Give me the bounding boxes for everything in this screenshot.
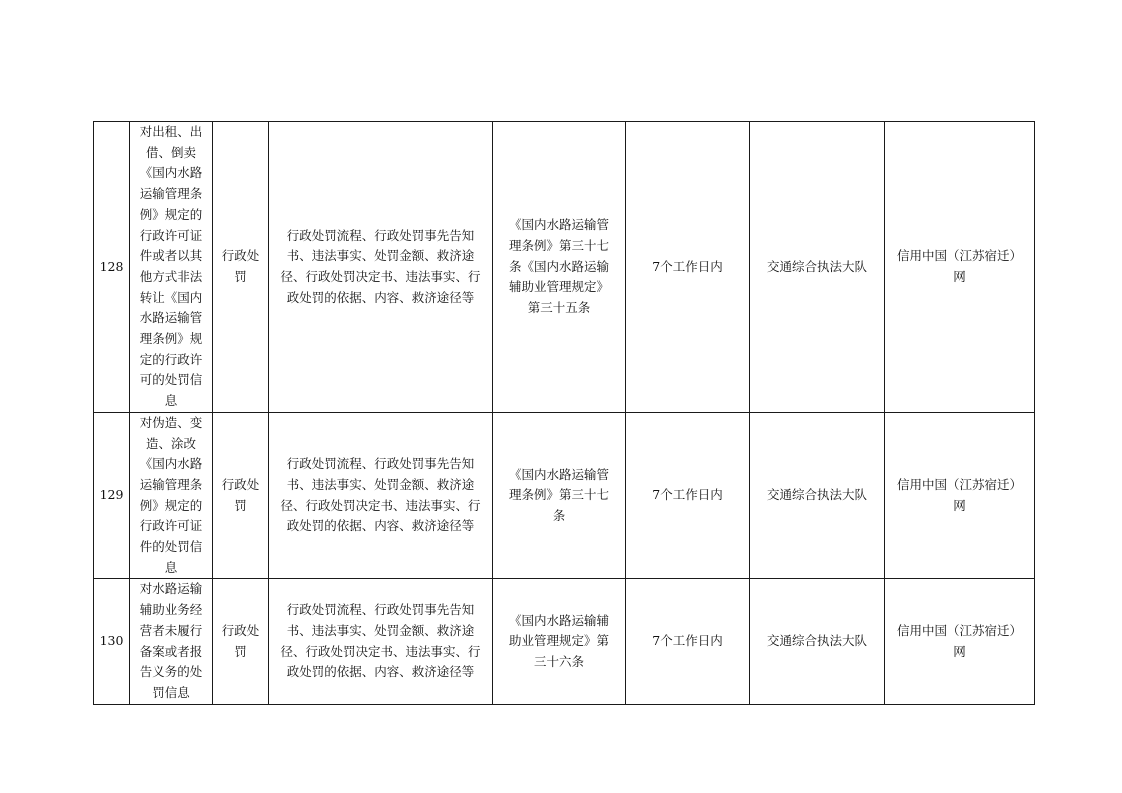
row-number: 130: [94, 579, 130, 704]
department: 交通综合执法大队: [750, 579, 885, 704]
table-row: [94, 579, 1035, 704]
content-cell: [269, 412, 493, 579]
item-name-cell: [130, 122, 213, 413]
row-number: 128: [94, 122, 130, 413]
table-row: [94, 412, 1035, 579]
disclosure-channel: 信用中国（江苏宿迁）网: [896, 476, 1022, 513]
channel-cell: [885, 412, 1035, 579]
content-cell: [269, 122, 493, 413]
disclosure-table: [93, 121, 1035, 705]
content-cell: [269, 579, 493, 704]
basis-cell: [493, 122, 626, 413]
channel-cell: [885, 579, 1035, 704]
basis-cell: [493, 579, 626, 704]
department: 交通综合执法大队: [750, 412, 885, 579]
item-name-cell: [130, 412, 213, 579]
time-limit: 7个工作日内: [626, 412, 750, 579]
table-row: [94, 122, 1035, 413]
category-cell: [213, 579, 269, 704]
item-name: 对伪造、变造、涂改《国内水路运输管理条例》规定的行政许可证件的处罚信息: [139, 414, 203, 575]
disclosure-content: 行政处罚流程、行政处罚事先告知书、违法事实、处罚金额、救济途径、行政处罚决定书、违法事实、行政处罚的依据、内容、救济途径等: [280, 602, 481, 680]
legal-basis: 《国内水路运输管理条例》第三十七条: [508, 466, 609, 523]
disclosure-channel: 信用中国（江苏宿迁）网: [896, 248, 1022, 284]
category-cell: [213, 412, 269, 579]
legal-basis: 《国内水路运输辅助业管理规定》第三十六条: [508, 612, 609, 669]
basis-cell: [493, 412, 626, 579]
category-cell: [213, 122, 269, 413]
item-name-cell: [130, 579, 213, 704]
department: 交通综合执法大队: [750, 122, 885, 413]
item-name: 对出租、出借、倒卖《国内水路运输管理条例》规定的行政许可证件或者以其他方式非法转让《国内水路运输管理条例》规定的行政许可的处罚信息: [139, 124, 203, 409]
channel-cell: [885, 122, 1035, 413]
time-limit: 7个工作日内: [626, 579, 750, 704]
legal-basis: 《国内水路运输管理条例》第三十七条《国内水路运输辅助业管理规定》第三十五条: [508, 217, 609, 315]
category: 行政处罚: [221, 622, 260, 659]
category: 行政处罚: [221, 248, 260, 284]
row-number: 129: [94, 412, 130, 579]
disclosure-content: 行政处罚流程、行政处罚事先告知书、违法事实、处罚金额、救济途径、行政处罚决定书、违法事实、行政处罚的依据、内容、救济途径等: [280, 456, 481, 534]
disclosure-content: 行政处罚流程、行政处罚事先告知书、违法事实、处罚金额、救济途径、行政处罚决定书、违法事实、行政处罚的依据、内容、救济途径等: [280, 227, 481, 305]
item-name: 对水路运输辅助业务经营者未履行备案或者报告义务的处罚信息: [139, 581, 203, 700]
disclosure-channel: 信用中国（江苏宿迁）网: [896, 622, 1022, 659]
category: 行政处罚: [221, 476, 260, 513]
time-limit: 7个工作日内: [626, 122, 750, 413]
